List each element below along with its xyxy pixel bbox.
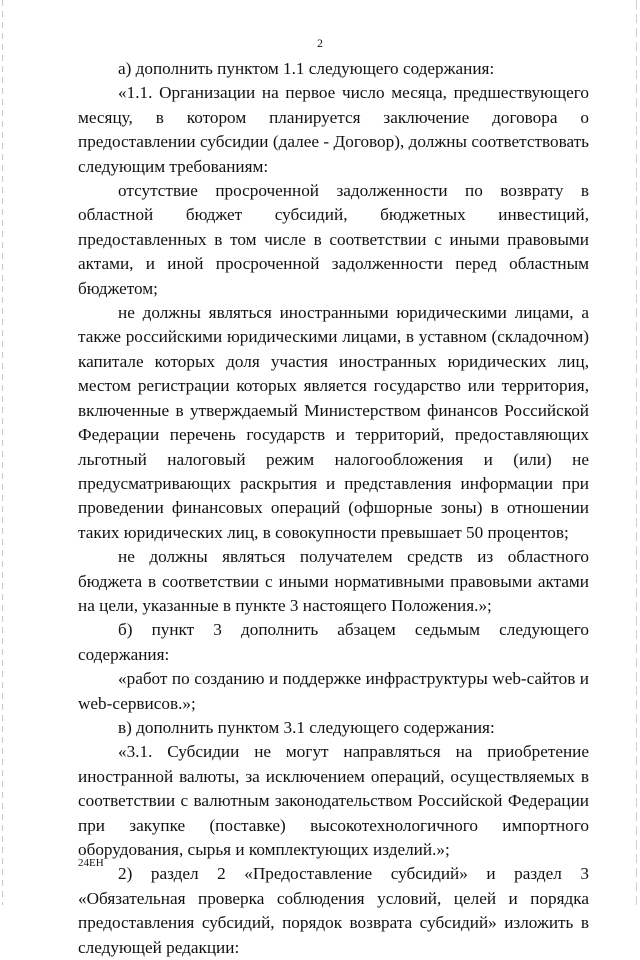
paragraph-amendment-v: в) дополнить пунктом 3.1 следующего содержания:: [118, 717, 495, 737]
paragraph-clause-1-1: «1.1. Организации на первое число месяца, предшествующего месяцу, в котором планируется заключение договора о предоставлении субсидии (далее - Договор), должны соответствовать следующим требованиям:: [78, 83, 589, 176]
paragraph-web-services: «работ по созданию и поддержке инфраструктуры web-сайтов и web-сервисов.»;: [78, 669, 589, 713]
paragraph-no-overdue-debt: отсутствие просроченной задолженности по возврату в областной бюджет субсидий, бюджетных инвестиций, предоставленных в том числе в соответствии с иными правовыми актами, и иной просроченной задолженности перед областным бюджетом;: [78, 181, 589, 298]
scan-edge-left: [2, 0, 3, 905]
page-number: 2: [317, 38, 323, 50]
paragraph-not-other-recipient: не должны являться получателем средств из областного бюджета в соответствии с иными нормативными правовыми актами на цели, указанные в пункте 3 настоящего Положения.»;: [78, 547, 589, 615]
paragraph-amendment-b: б) пункт 3 дополнить абзацем седьмым следующего содержания:: [78, 620, 589, 664]
document-code: 24ЕН: [78, 857, 104, 869]
paragraph-clause-3-1: «3.1. Субсидии не могут направляться на приобретение иностранной валюты, за исключением операций, осуществляемых в соответствии с валютным законодательством Российской Федерации при закупке (поставке) высокотехнологичного импортного оборудования, сырья и комплектующих изделий.»;: [78, 742, 589, 859]
scan-edge-right: [636, 0, 637, 905]
paragraph-not-foreign-entity: не должны являться иностранными юридическими лицами, а также российскими юридическими лицами, в уставном (складочном) капитале которых доля участия иностранных юридических лиц, местом регистрации которых является государство или территория, включенные в утверждаемый Министерством финансов Российской Федерации перечень государств и территорий, предоставляющих льготный налоговый режим налогообложения и (или) не предусматривающих раскрытия и представления информации при проведении финансовых операций (офшорные зоны) в отношении таких юридических лиц, в совокупности превышает 50 процентов;: [78, 303, 589, 542]
paragraph-sections-2-3: 2) раздел 2 «Предоставление субсидий» и раздел 3 «Обязательная проверка соблюдения условий, целей и порядка предоставления субсидий, порядок возврата субсидий» изложить в следующей редакции:: [78, 864, 589, 957]
document-body: [78, 57, 589, 960]
paragraph-amendment-a: а) дополнить пунктом 1.1 следующего содержания:: [118, 59, 495, 78]
